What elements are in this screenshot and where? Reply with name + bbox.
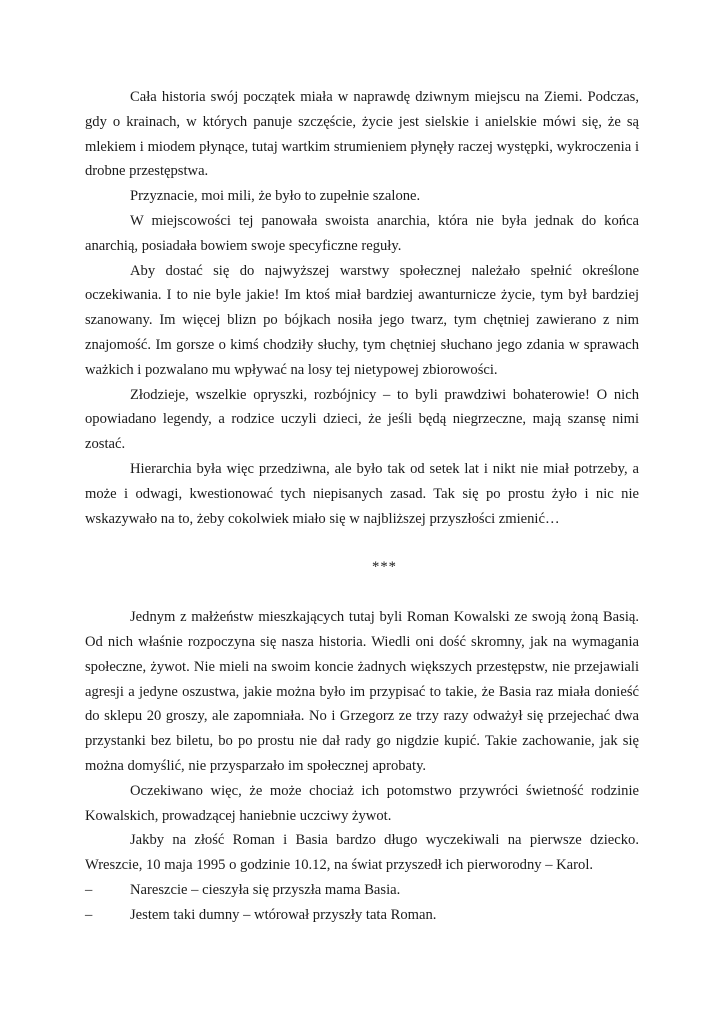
dialogue-text: Jestem taki dumny – wtórował przyszły tata Roman. <box>130 906 437 923</box>
section-separator: *** <box>372 559 397 576</box>
paragraph: Przyznacie, moi mili, że było to zupełnie szalone. <box>130 188 421 205</box>
paragraph: Jednym z małżeństw mieszkających tutaj byli Roman Kowalski ze swoją żoną Basią. Od nich właśnie rozpoczyna się nasza historia. Wiedli oni dość skromny, jak na wymagania społeczne, żywot. Nie mieli na swoim koncie żadnych większych przestępstw, nie przejawiali agresji a jedyne oszustwa, jakie można było im przypisać to takie, że Basia raz miała donieść do sklepu 20 groszy, ale zapomniała. No i Grzegorz ze trzy razy odważył się przejechać dwa przystanki bez biletu, bo po prostu nie dał rady go nigdzie kupić. Takie zachowanie, jak się można domyślić, nie przysparzało im społecznej aprobaty. <box>85 609 639 774</box>
dialogue-line <box>85 878 639 903</box>
dialogue-dash: – <box>85 906 93 923</box>
paragraph: Oczekiwano więc, że może chociaż ich potomstwo przywróci świetność rodzinie Kowalskich, prowadzącej haniebnie uczciwy żywot. <box>85 782 639 824</box>
paragraph: Jakby na złość Roman i Basia bardzo długo wyczekiwali na pierwsze dziecko. Wreszcie, 10 maja 1995 o godzinie 10.12, na świat przyszedł ich pierworodny – Karol. <box>85 832 639 874</box>
paragraph: Hierarchia była więc przedziwna, ale było tak od setek lat i nikt nie miał potrzeby, a może i odwagi, kwestionować tych niepisanych zasad. Tak się po prostu żyło i nic nie wskazywało na to, żeby cokolwiek miało się w najbliższej przyszłości zmienić… <box>85 460 639 527</box>
paragraph: Aby dostać się do najwyższej warstwy społecznej należało spełnić określone oczekiwania. I to nie byle jakie! Im ktoś miał bardziej awanturnicze życie, tym był bardziej szanowany. Im więcej blizn po bójkach nosiła jego twarz, tym chętniej zawierano z nim znajomość. Im gorsze o kimś chodziły słuchy, tym chętniej słuchano jego zdania w sprawach ważkich i pozwalano mu wpływać na losy tej nietypowej zbiorowości. <box>85 262 639 378</box>
dialogue-text: Nareszcie – cieszyła się przyszła mama Basia. <box>130 881 401 898</box>
dialogue-line <box>85 903 639 928</box>
paragraph: Złodzieje, wszelkie opryszki, rozbójnicy – to byli prawdziwi bohaterowie! O nich opowiadano legendy, a rodzice uczyli dzieci, że jeśli będą niegrzeczne, mają szansę nimi zostać. <box>85 386 639 453</box>
document-page <box>85 85 639 928</box>
paragraph: W miejscowości tej panowała swoista anarchia, która nie była jednak do końca anarchią, posiadała bowiem swoje specyficzne reguły. <box>85 212 639 254</box>
dialogue-dash: – <box>85 881 93 898</box>
paragraph: Cała historia swój początek miała w naprawdę dziwnym miejscu na Ziemi. Podczas, gdy o krainach, w których panuje szczęście, życie jest sielskie i anielskie mówi się, że są mlekiem i miodem płynące, tutaj wartkim strumieniem płynęły raczej występki, wykroczenia i drobne przestępstwa. <box>85 89 639 180</box>
